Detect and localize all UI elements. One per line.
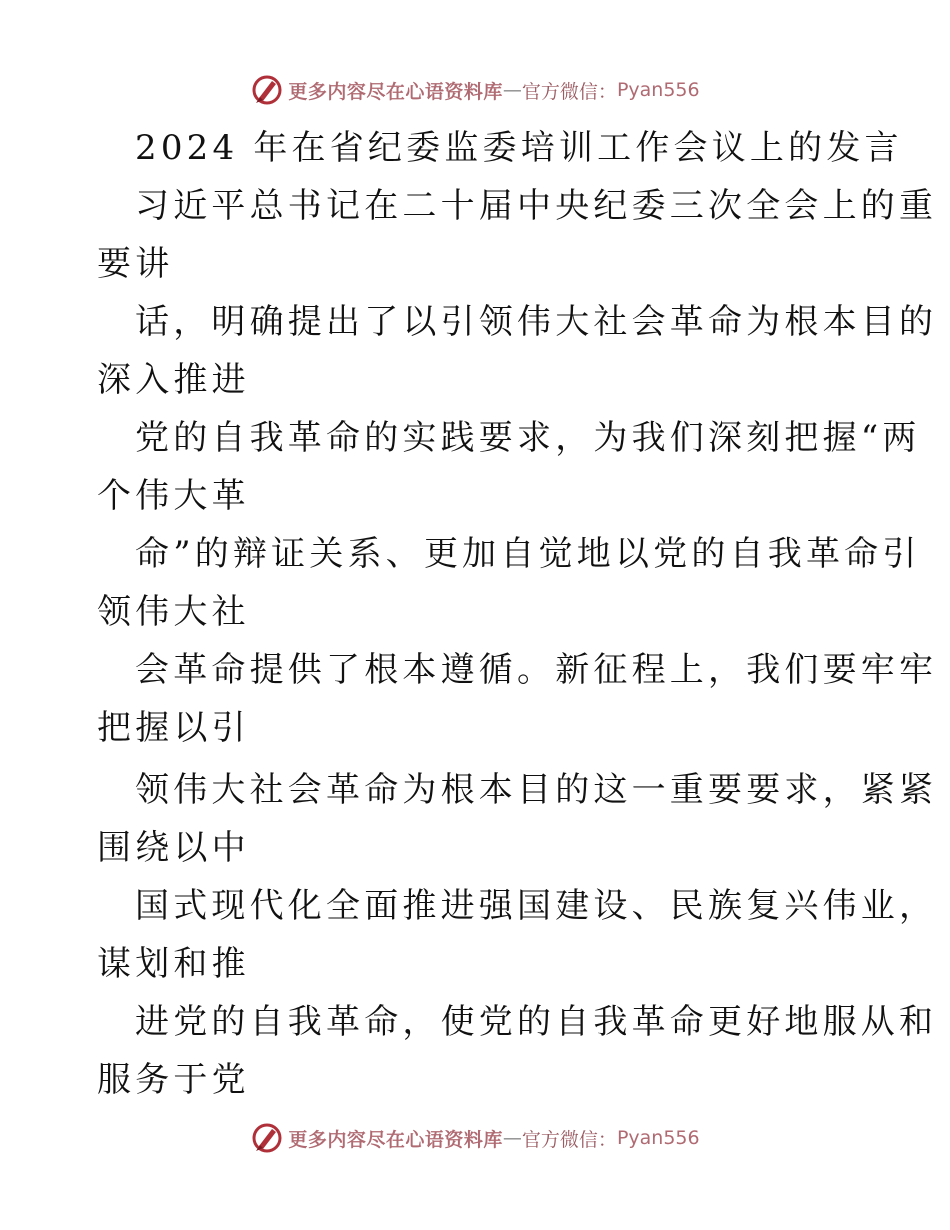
footer-watermark	[0, 1118, 950, 1158]
paragraph-line: 命”的辩证关系、更加自觉地以党的自我革命引	[135, 534, 921, 574]
paragraph-line: 围绕以中	[97, 828, 250, 868]
watermark-label: 官方微信：	[521, 1128, 617, 1151]
watermark-separator: —	[502, 79, 522, 101]
paragraph-line: 话，明确提出了以引领伟大社会革命为根本目的	[135, 302, 938, 342]
pen-logo-icon	[250, 73, 284, 107]
document-title: 2024 年在省纪委监委培训工作会议上的发言	[135, 128, 903, 168]
paragraph-line: 深入推进	[97, 360, 250, 400]
paragraph-line: 个伟大革	[97, 476, 250, 516]
paragraph-line: 习近平总书记在二十届中央纪委三次全会上的重	[135, 186, 938, 226]
watermark-id: Pyan556	[616, 79, 700, 101]
paragraph-line: 会革命提供了根本遵循。新征程上，我们要牢牢	[135, 650, 938, 690]
watermark-label: 官方微信：	[521, 80, 617, 103]
paragraph-line: 谋划和推	[97, 944, 250, 984]
paragraph-line: 要讲	[97, 244, 174, 284]
watermark-separator: —	[502, 1127, 522, 1149]
watermark-id: Pyan556	[616, 1127, 700, 1149]
paragraph-line: 领伟大社会革命为根本目的这一重要要求，紧紧	[135, 770, 938, 810]
paragraph-line: 把握以引	[97, 708, 250, 748]
paragraph-line: 进党的自我革命，使党的自我革命更好地服从和	[135, 1002, 938, 1042]
paragraph-line: 党的自我革命的实践要求，为我们深刻把握“两	[135, 418, 921, 458]
watermark-main-text: 更多内容尽在心语资料库	[288, 80, 503, 103]
paragraph-line: 国式现代化全面推进强国建设、民族复兴伟业，	[135, 886, 938, 926]
pen-logo-icon	[250, 1121, 284, 1155]
watermark-main-text: 更多内容尽在心语资料库	[288, 1128, 503, 1151]
paragraph-line: 服务于党	[97, 1060, 250, 1100]
paragraph-line: 领伟大社	[97, 592, 250, 632]
header-watermark	[0, 70, 950, 110]
